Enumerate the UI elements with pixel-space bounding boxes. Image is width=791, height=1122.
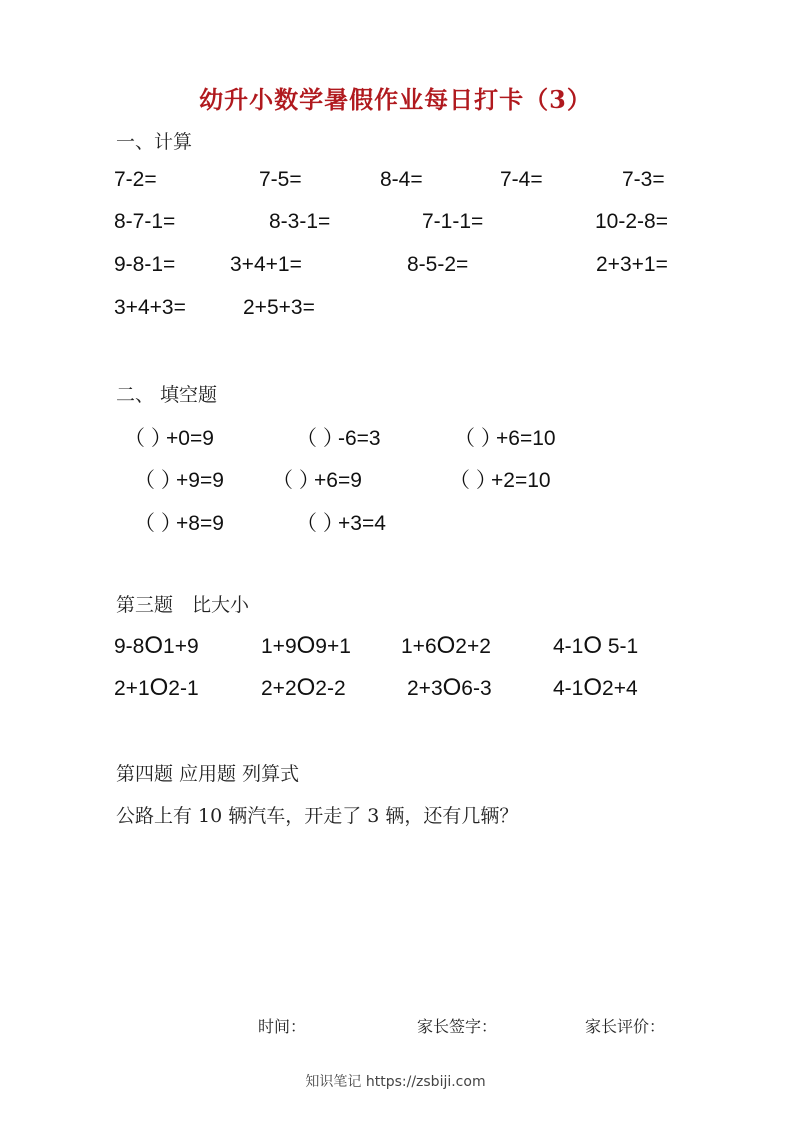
compare-circle[interactable]: O: [149, 674, 169, 701]
fill-item: （ ）+8=9: [134, 507, 224, 537]
calc-item: 3+4+3=: [114, 296, 186, 319]
blank-box[interactable]: （ ）: [296, 512, 344, 535]
parent-signature-label: 家长签字：: [417, 1017, 498, 1036]
compare-circle[interactable]: O: [583, 632, 603, 659]
compare-row-2: [0, 676, 791, 712]
calc-item: 7-3=: [622, 168, 665, 191]
fill-item: （ ）+0=9: [124, 422, 214, 452]
compare-item: 4-1O 5-1: [553, 632, 639, 659]
section4-heading: 第四题 应用题 列算式: [116, 763, 300, 785]
fill-row-3: [0, 507, 791, 543]
section3-heading: 第三题 比大小: [116, 594, 250, 616]
fill-item: （ ）+6=9: [272, 464, 362, 494]
page-title: 幼升小数学暑假作业每日打卡（3）: [199, 85, 592, 114]
calc-row-2: [0, 210, 791, 246]
compare-item: 4-1O2+4: [553, 674, 638, 701]
blank-box[interactable]: （ ）: [449, 469, 497, 492]
compare-item: 2+2O2-2: [261, 674, 346, 701]
calc-row-3: [0, 253, 791, 289]
compare-circle[interactable]: O: [583, 674, 603, 701]
calc-item: 8-4=: [380, 168, 423, 191]
calc-item: 3+4+1=: [230, 253, 302, 276]
blank-box[interactable]: （ ）: [296, 427, 344, 450]
blank-box[interactable]: （ ）: [124, 427, 172, 450]
time-label: 时间：: [258, 1017, 307, 1036]
blank-box[interactable]: （ ）: [134, 512, 182, 535]
fill-row-1: [0, 422, 791, 458]
calc-item: 2+5+3=: [243, 296, 315, 319]
calc-item: 10-2-8=: [595, 210, 668, 233]
parent-comment-label: 家长评价：: [585, 1017, 666, 1036]
calc-item: 8-7-1=: [114, 210, 176, 233]
compare-circle[interactable]: O: [296, 632, 316, 659]
calc-item: 7-5=: [259, 168, 302, 191]
calc-row-1: [0, 168, 791, 204]
compare-row-1: [0, 634, 791, 670]
fill-item: （ ）+3=4: [296, 507, 386, 537]
compare-item: 2+3O6-3: [407, 674, 492, 701]
fill-item: （ ）+2=10: [449, 464, 551, 494]
calc-item: 7-4=: [500, 168, 543, 191]
compare-item: 1+6O2+2: [401, 632, 491, 659]
calc-item: 8-5-2=: [407, 253, 469, 276]
blank-box[interactable]: （ ）: [454, 427, 502, 450]
compare-item: 1+9O9+1: [261, 632, 351, 659]
compare-item: 2+1O2-1: [114, 674, 199, 701]
compare-circle[interactable]: O: [436, 632, 456, 659]
fill-row-2: [0, 464, 791, 500]
section2-heading: 二、 填空题: [116, 384, 218, 406]
calc-item: 2+3+1=: [596, 253, 668, 276]
calc-item: 9-8-1=: [114, 253, 176, 276]
fill-item: （ ）+6=10: [454, 422, 556, 452]
compare-item: 9-8O1+9: [114, 632, 199, 659]
calc-item: 8-3-1=: [269, 210, 331, 233]
compare-circle[interactable]: O: [144, 632, 164, 659]
fill-item: （ ）-6=3: [296, 422, 381, 452]
calc-item: 7-2=: [114, 168, 157, 191]
blank-box[interactable]: （ ）: [134, 469, 182, 492]
word-problem: 公路上有 10 辆汽车，开走了 3 辆，还有几辆？: [116, 805, 519, 827]
calc-row-4: [0, 296, 791, 332]
calc-item: 7-1-1=: [422, 210, 484, 233]
blank-box[interactable]: （ ）: [272, 469, 320, 492]
fill-item: （ ）+9=9: [134, 464, 224, 494]
footer-watermark: 知识笔记 https://zsbiji.com: [305, 1074, 486, 1090]
compare-circle[interactable]: O: [442, 674, 462, 701]
section1-heading: 一、计算: [116, 131, 193, 153]
compare-circle[interactable]: O: [296, 674, 316, 701]
